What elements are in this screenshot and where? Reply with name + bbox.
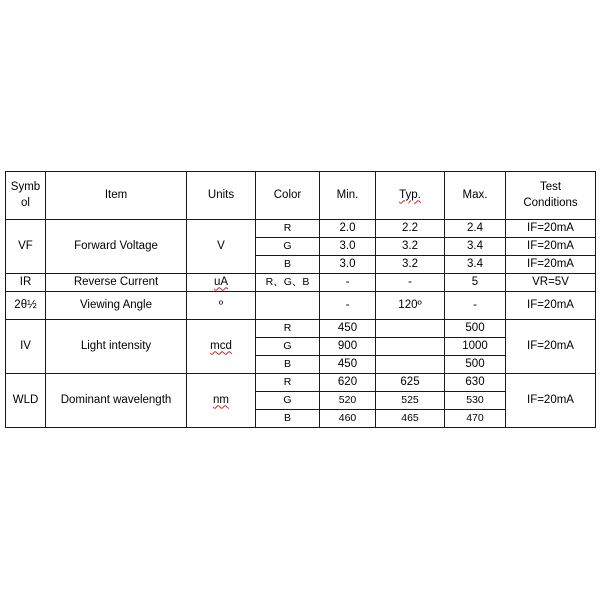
table-row <box>6 220 596 238</box>
vf-symbol: VF <box>6 220 46 274</box>
wld-max: 470 <box>445 410 506 428</box>
header-units: Units <box>187 172 256 220</box>
header-item: Item <box>46 172 187 220</box>
wld-min: 460 <box>320 410 376 428</box>
table-row <box>6 292 596 320</box>
iv-max: 500 <box>445 356 506 374</box>
header-max: Max. <box>445 172 506 220</box>
iv-item: Light intensity <box>46 320 187 374</box>
ir-symbol: IR <box>6 274 46 292</box>
wld-item: Dominant wavelength <box>46 374 187 428</box>
view-item: Viewing Angle <box>46 292 187 320</box>
table-row <box>6 374 596 392</box>
iv-typ <box>376 320 445 338</box>
iv-max: 1000 <box>445 338 506 356</box>
wld-max: 530 <box>445 392 506 410</box>
view-symbol: 2θ½ <box>6 292 46 320</box>
wld-typ: 525 <box>376 392 445 410</box>
iv-min: 900 <box>320 338 376 356</box>
wld-max: 630 <box>445 374 506 392</box>
ir-color: R、G、B <box>256 274 320 292</box>
ir-typ: - <box>376 274 445 292</box>
ir-max: 5 <box>445 274 506 292</box>
vf-color: B <box>256 256 320 274</box>
view-max: - <box>445 292 506 320</box>
vf-typ: 2.2 <box>376 220 445 238</box>
vf-max: 3.4 <box>445 238 506 256</box>
ir-unit: uA <box>187 274 256 292</box>
iv-unit: mcd <box>187 320 256 374</box>
iv-color: G <box>256 338 320 356</box>
vf-typ: 3.2 <box>376 238 445 256</box>
iv-min: 450 <box>320 320 376 338</box>
view-color <box>256 292 320 320</box>
vf-color: G <box>256 238 320 256</box>
vf-condition: IF=20mA <box>506 238 596 256</box>
header-row <box>6 172 596 220</box>
header-typ: Typ. <box>376 172 445 220</box>
specifications-table <box>5 171 596 428</box>
vf-item: Forward Voltage <box>46 220 187 274</box>
vf-condition: IF=20mA <box>506 256 596 274</box>
ir-min: - <box>320 274 376 292</box>
header-min: Min. <box>320 172 376 220</box>
vf-max: 2.4 <box>445 220 506 238</box>
ir-condition: VR=5V <box>506 274 596 292</box>
iv-condition: IF=20mA <box>506 320 596 374</box>
vf-color: R <box>256 220 320 238</box>
wld-unit: nm <box>187 374 256 428</box>
iv-symbol: IV <box>6 320 46 374</box>
iv-typ <box>376 356 445 374</box>
wld-min: 520 <box>320 392 376 410</box>
vf-min: 2.0 <box>320 220 376 238</box>
wld-typ: 465 <box>376 410 445 428</box>
iv-color: B <box>256 356 320 374</box>
wld-symbol: WLD <box>6 374 46 428</box>
wld-min: 620 <box>320 374 376 392</box>
vf-typ: 3.2 <box>376 256 445 274</box>
vf-unit: V <box>187 220 256 274</box>
header-test-conditions: Test Conditions <box>506 172 596 220</box>
header-symbol: Symb ol <box>6 172 46 220</box>
wld-color: R <box>256 374 320 392</box>
vf-min: 3.0 <box>320 238 376 256</box>
vf-condition: IF=20mA <box>506 220 596 238</box>
iv-color: R <box>256 320 320 338</box>
view-condition: IF=20mA <box>506 292 596 320</box>
vf-max: 3.4 <box>445 256 506 274</box>
view-min: - <box>320 292 376 320</box>
ir-item: Reverse Current <box>46 274 187 292</box>
vf-min: 3.0 <box>320 256 376 274</box>
header-color: Color <box>256 172 320 220</box>
wld-condition: IF=20mA <box>506 374 596 428</box>
table-row <box>6 320 596 338</box>
iv-typ <box>376 338 445 356</box>
iv-min: 450 <box>320 356 376 374</box>
wld-color: B <box>256 410 320 428</box>
view-unit: º <box>187 292 256 320</box>
iv-max: 500 <box>445 320 506 338</box>
table-row <box>6 274 596 292</box>
wld-typ: 625 <box>376 374 445 392</box>
wld-color: G <box>256 392 320 410</box>
view-typ: 120º <box>376 292 445 320</box>
